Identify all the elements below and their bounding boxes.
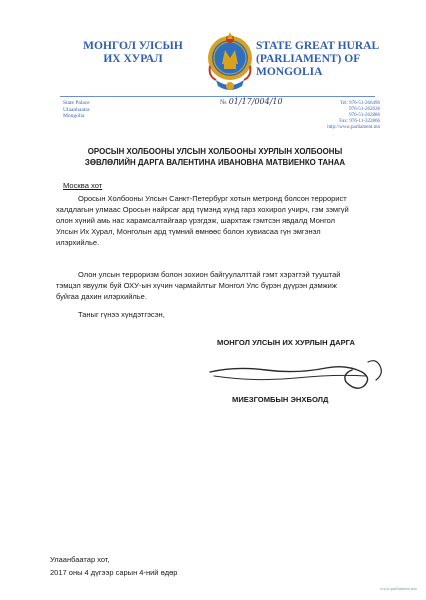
title-line-1: ОРОСЫН ХОЛБООНЫ УЛСЫН ХОЛБООНЫ ХУРЛЫН ХОЛБООНЫ: [87, 147, 343, 156]
reference-prefix: №: [220, 98, 227, 106]
header-right-line-1: STATE GREAT HURAL: [256, 40, 380, 52]
paragraph2-line-3: буйгаа дахин илэрхийлье.: [56, 292, 147, 301]
address-line-2: Ulaanbaatar: [63, 106, 90, 113]
contact-line-4: Fax: 976-11-322866: [339, 119, 380, 125]
date-text: 2017 оны 4 дүгээр сарын 4-ний өдөр: [50, 568, 178, 577]
contact-line-2: 976-51-262636: [349, 107, 380, 113]
title-line-2: ЗӨВЛӨЛИЙН ДАРГА ВАЛЕНТИНА ИВАНОВНА МАТВИЕНКО ТАНАА: [84, 158, 346, 167]
contact-block: [320, 101, 380, 131]
paragraph2-line-1: Олон улсын терроризм болон зохион байгуулалттай гэмт хэрэгтэй тууштай: [78, 270, 341, 279]
header-english-name: [256, 40, 380, 79]
header-divider: [60, 96, 375, 97]
header-right-line-2: (PARLIAMENT) OF: [256, 53, 361, 65]
recipient-city: Москва хот: [63, 181, 103, 190]
state-emblem-icon: [206, 28, 254, 98]
header-left-line-1: МОНГОЛ УЛСЫН: [83, 40, 183, 52]
header-mongolian-name: [78, 40, 188, 66]
paragraph1-line-5: илэрхийлье.: [56, 238, 100, 247]
reference-value: 01/17/004/10: [228, 97, 283, 106]
paragraph1-line-1: Оросын Холбооны Улсын Санкт-Петербург хотын метронд болсон террорист: [78, 194, 347, 203]
paragraph-support: [56, 269, 378, 302]
contact-line-5: http://www.parliament.mn: [327, 125, 380, 131]
address-line-3: Mongolia: [63, 113, 85, 119]
signatory-name: МИЕЗГОМБЫН ЭНХБОЛД: [232, 395, 329, 404]
closing-phrase: Таныг гүнээ хүндэтгэсэн,: [78, 310, 165, 319]
address-line-1: State Palace: [63, 100, 90, 106]
signatory-title: МОНГОЛ УЛСЫН ИХ ХУРЛЫН ДАРГА: [217, 338, 355, 347]
place-and-date: [50, 553, 177, 579]
contact-line-1: Tel: 976-51-266496: [340, 101, 380, 106]
paragraph1-line-2: халдлагын улмаас Оросын найрсаг ард түмэнд хүнд гарз хохирол учирч, гэм зэмгүй: [56, 205, 349, 214]
letter-title: [50, 146, 380, 168]
reference-number: [220, 97, 283, 106]
place-text: Улаанбаатар хот,: [50, 555, 110, 564]
address-block: [63, 100, 90, 120]
contact-line-3: 976-51-262886: [349, 113, 380, 119]
header-left-line-2: ИХ ХУРАЛ: [103, 53, 163, 65]
paragraph1-line-3: олон хүний амь нас харамсалтайгаар үрэгдэж, шархтаж гэмтсэн явдалд Монгол: [56, 216, 336, 225]
paragraph2-line-2: тэмцэл явуулж буй ОХУ-ын хүчин чармайлтыг Монгол Улс бүрэн дүүрэн дэмжиж: [56, 281, 337, 290]
paragraph1-line-4: Улсын Их Хурал, Монголын ард түмний өмнөөс болон хувиасаа гүн эмгэнэл: [56, 227, 321, 236]
footer-stamp: www.parliament.mn: [380, 586, 417, 591]
header-right-line-3: MONGOLIA: [256, 66, 323, 78]
paragraph-condolence: [56, 193, 378, 248]
